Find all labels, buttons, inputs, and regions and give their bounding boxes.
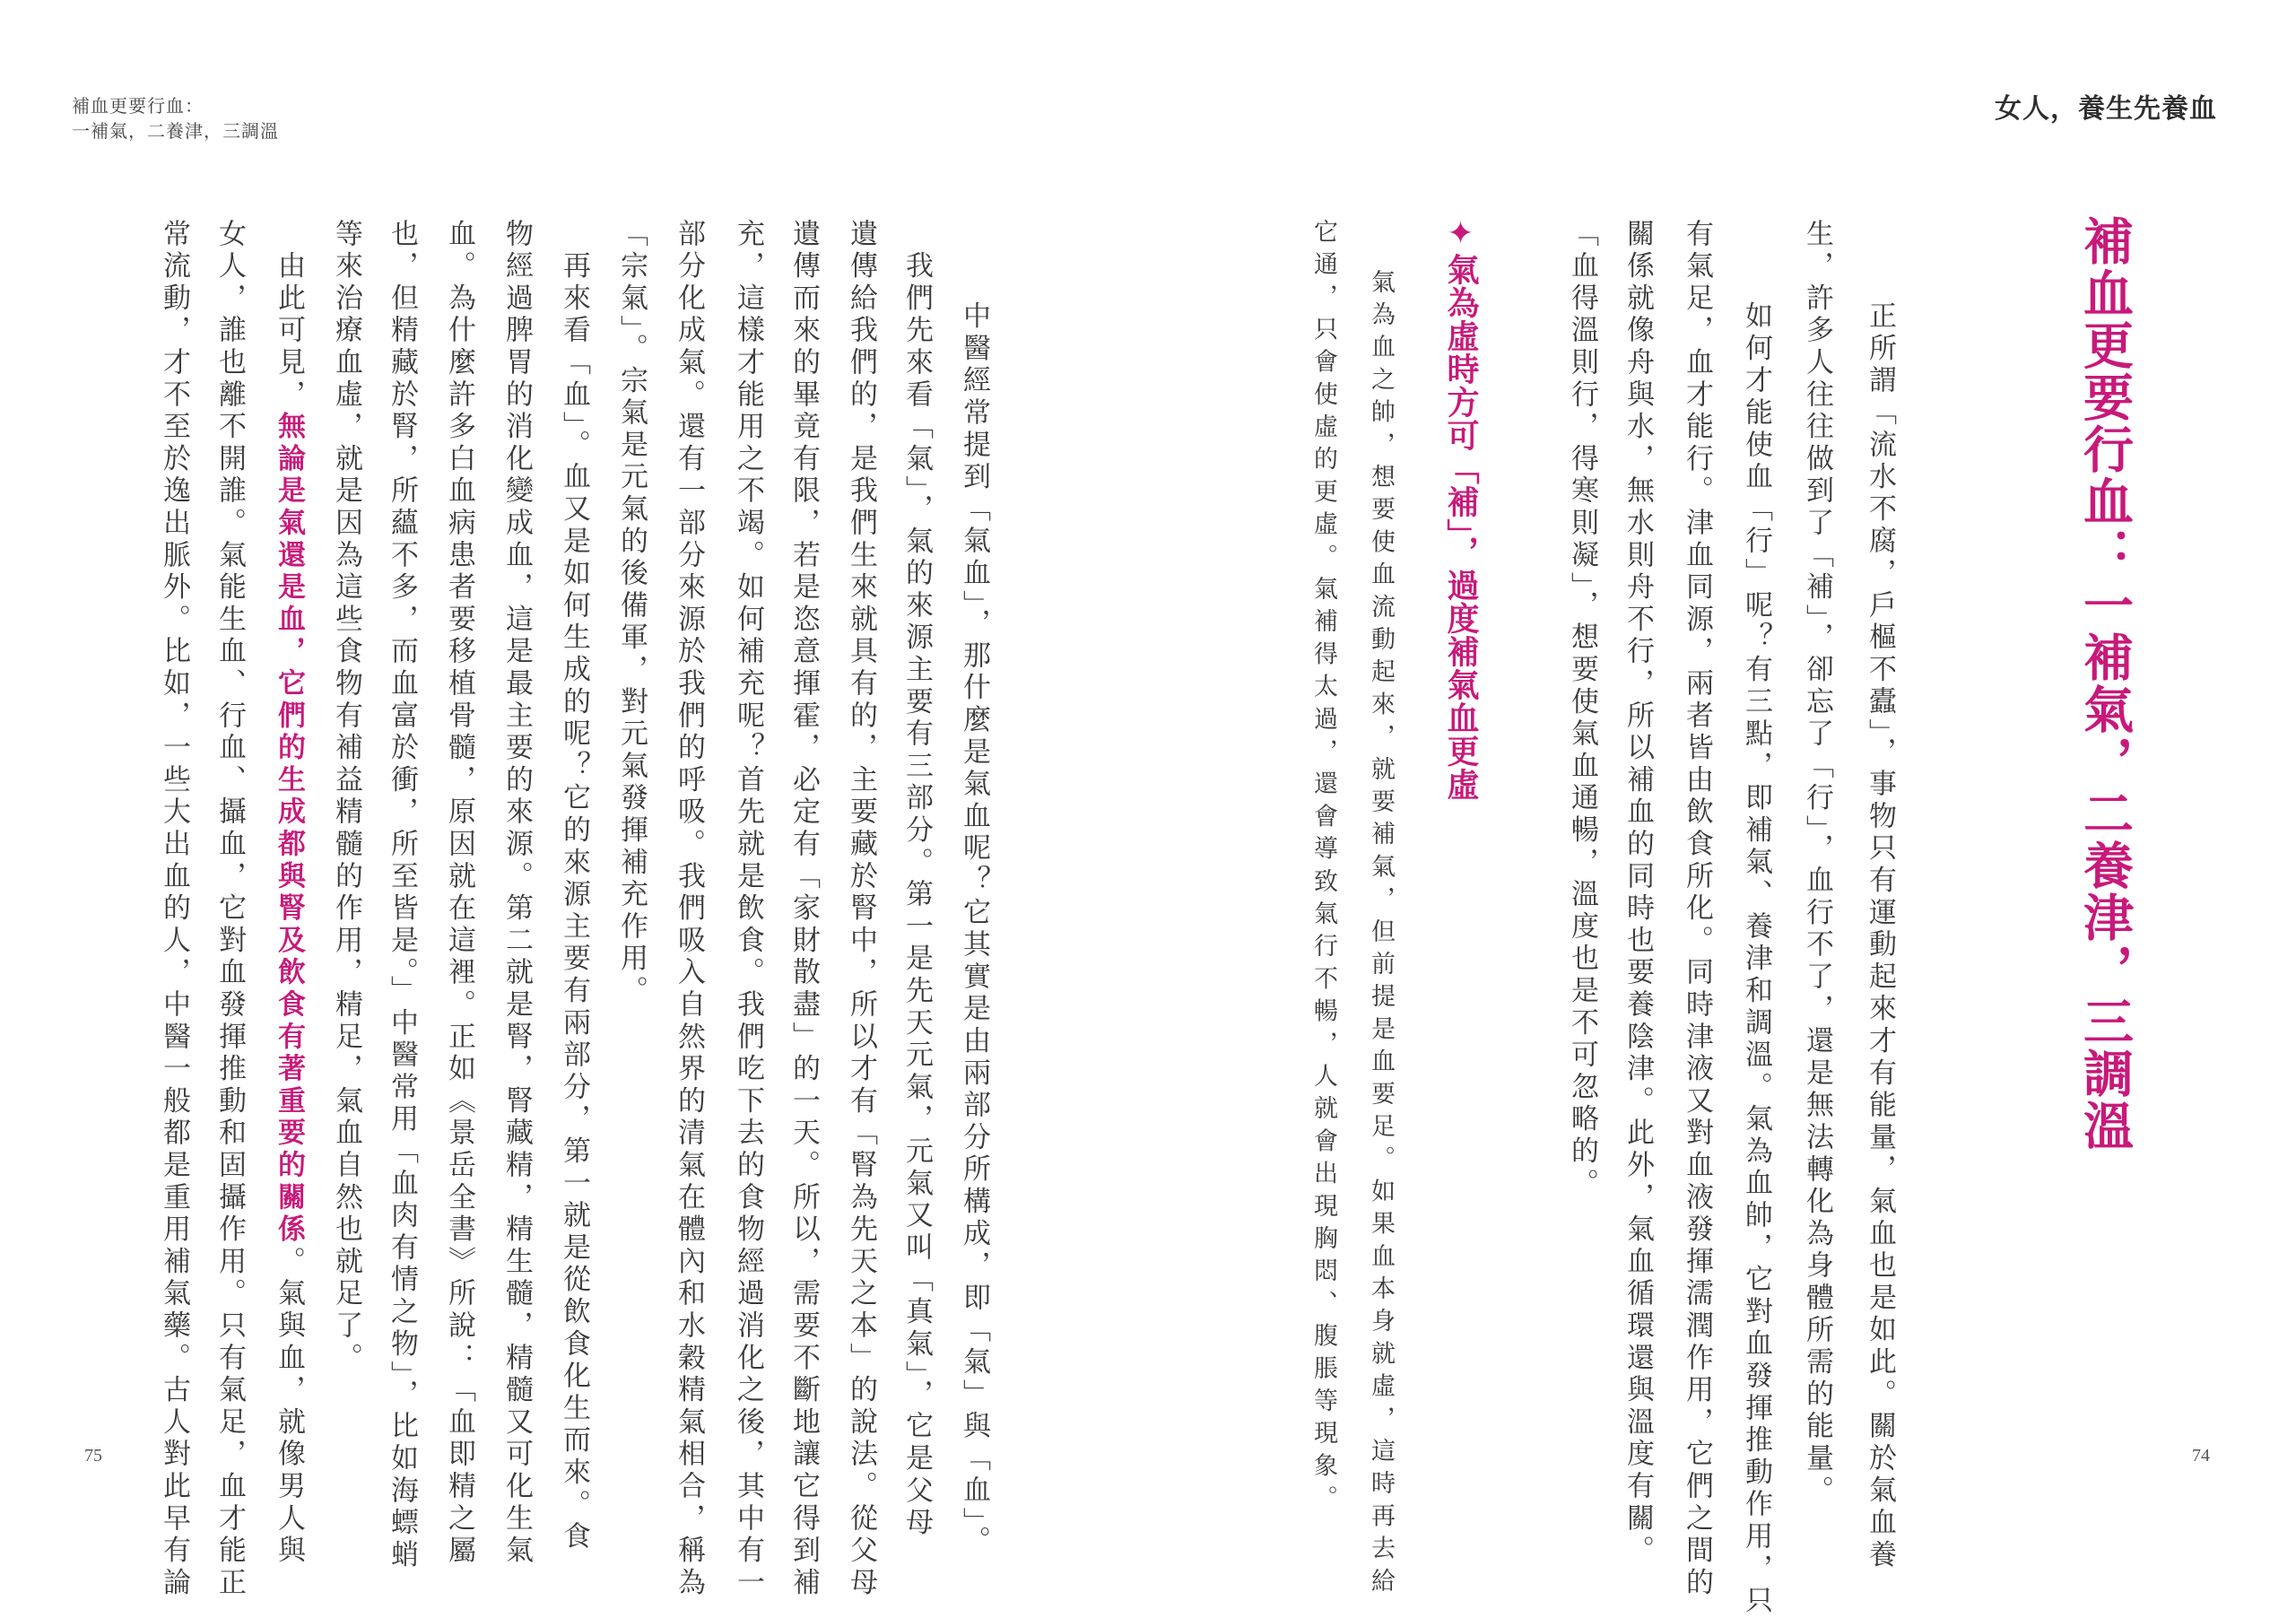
text-column: 充，這樣才能用之不竭。如何補充呢？首先就是飲食。我們吃下去的食物經過消化之後，其中有一: [732, 219, 764, 1600]
text-column: 我們先來看「氣」，氣的來源主要有三部分。第一是先天元氣，元氣又叫「真氣」，它是父母: [900, 219, 933, 1540]
page-number-left: 75: [84, 1446, 102, 1466]
text-column: 正所謂「流水不腐，戶樞不蠹」，事物只有運動起來才有能量，氣血也是如此。關於氣血養: [1864, 269, 1896, 1572]
text-column: 遺傳而來的畢竟有限，若是恣意揮霍，必定有「家財散盡」的一天。所以，需要不斷地讓它得到補: [787, 219, 820, 1600]
column-text-start: 由此可見，: [273, 219, 305, 412]
quote-column: 它通，只會使虛的更虛。氣補得太過，還會導致氣行不暢，人就會出現胸悶、腹脹等現象。: [1309, 219, 1337, 1518]
column-text-end: 。氣與血，就像男人與: [273, 1246, 305, 1568]
text-column: 常流動，才不至於逸出脈外。比如，一些大出血的人，中醫一般都是重用補氣藥。古人對此早有論: [158, 219, 190, 1600]
left-header-line-2: 一補氣，二養津，三調溫: [72, 120, 279, 142]
text-column: 再來看「血」。血又是如何生成的呢？它的來源主要有兩部分，第一就是從飲食化生而來。食: [558, 219, 590, 1554]
page-number-right: 74: [2192, 1446, 2210, 1466]
text-column: 有氣足，血才能行。津血同源，兩者皆由飲食所化。同時津液又對血液發揮濡潤作用，它們之間的: [1681, 219, 1713, 1600]
text-column: 部分化成氣。還有一部分來源於我們的呼吸。我們吸入自然界的清氣在體內和水穀精氣相合，稱為: [673, 219, 705, 1600]
right-page-header: 女人，養生先養血: [1995, 93, 2217, 125]
text-column: 遺傳給我們的，是我們生來就具有的，主要藏於腎中，所以才有「腎為先天之本」的說法。從父母: [845, 219, 877, 1600]
section-title: 補血更要行血：一補氣，二養津，三調溫: [2075, 215, 2134, 1152]
subheading-text: 氣為虛時方可「補」，過度補氣血更虛: [1442, 253, 1479, 801]
text-column: 物經過脾胃的消化變成血，這是最主要的來源。第二就是腎，腎藏精，精生髓，精髓又可化生氣: [500, 219, 533, 1568]
left-header-line-1: 補血更要行血：: [72, 95, 204, 117]
text-column: 也，但精藏於腎，所蘊不多，而血富於衝，所至皆是。」中醫常用「血肉有情之物」，比如海螵蛸: [386, 219, 418, 1572]
text-column: 如何才能使血「行」呢？有三點，即補氣、養津和調溫。氣為血帥，它對血發揮推動作用，只: [1740, 269, 1772, 1618]
text-column: 女人，誰也離不開誰。氣能生血、行血、攝血，它對血發揮推動和固攝作用。只有氣足，血才能正: [213, 219, 246, 1600]
text-column: 「血得溫則行，得寒則凝」，想要使氣血通暢，溫度也是不可忽略的。: [1566, 219, 1598, 1201]
text-column: 中醫經常提到「氣血」，那什麼是氣血呢？它其實是由兩部分所構成，即「氣」與「血」。: [958, 269, 990, 1558]
text-column: 關係就像舟與水，無水則舟不行，所以補血的同時也要養陰津。此外，氣血循環還與溫度有關。: [1622, 219, 1654, 1568]
quote-column: 氣為血之帥，想要使血流動起來，就要補氣，但前提是血要足。如果血本身就虛，這時再去給: [1367, 269, 1395, 1601]
left-page-header: [72, 93, 279, 144]
text-column: 血。為什麼許多白血病患者要移植骨髓，原因就在這裡。正如《景岳全書》所說：「血即精之屬: [443, 219, 475, 1568]
text-column: 等來治療血虛，就是因為這些食物有補益精髓的作用，精足，氣血自然也就足了。: [330, 219, 362, 1375]
star-icon: ✦: [1442, 215, 1479, 253]
emphasis-text: 無論是氣還是血，它們的生成都與腎及飲食有著重要的關係: [273, 411, 305, 1247]
text-column: [273, 219, 305, 1568]
text-column: 「宗氣」。宗氣是元氣的後備軍，對元氣發揮補充作用。: [615, 219, 648, 1008]
subheading: [1442, 215, 1479, 801]
text-column: 生，許多人往往做到了「補」，卻忘了「行」，血行不了，還是無法轉化為身體所需的能量。: [1801, 219, 1833, 1508]
